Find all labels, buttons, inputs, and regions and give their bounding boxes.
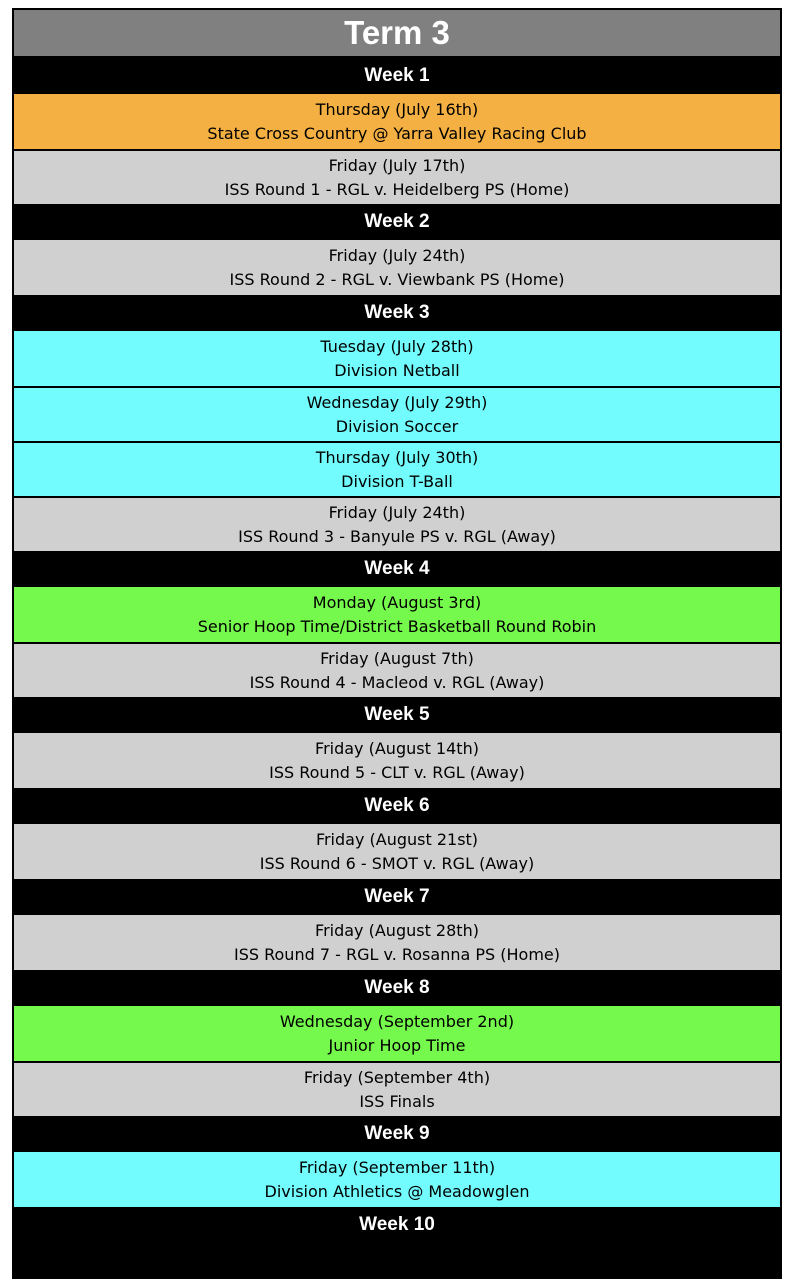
week-header: Week 10: [14, 1207, 780, 1243]
event-row: [14, 496, 780, 551]
event-description: Division Soccer: [335, 416, 459, 436]
event-description: ISS Round 3 - Banyule PS v. RGL (Away): [238, 526, 556, 546]
event-row: [14, 240, 780, 295]
event-description: ISS Round 5 - CLT v. RGL (Away): [269, 762, 525, 782]
week-header: Week 4: [14, 551, 780, 587]
event-description: State Cross Country @ Yarra Valley Racing Club: [207, 123, 587, 143]
event-date: Friday (August 28th): [315, 920, 479, 940]
event-date: Tuesday (July 28th): [320, 336, 474, 356]
event-description: ISS Round 1 - RGL v. Heidelberg PS (Home): [224, 179, 570, 199]
event-date: Friday (August 21st): [315, 829, 479, 849]
event-description: ISS Round 7 - RGL v. Rosanna PS (Home): [234, 944, 560, 964]
event-description: ISS Finals: [359, 1091, 435, 1111]
event-row: [14, 824, 780, 879]
event-date: Friday (July 17th): [328, 155, 466, 175]
event-row: [14, 1006, 780, 1061]
event-description: Division Netball: [334, 360, 460, 380]
event-description: ISS Round 6 - SMOT v. RGL (Away): [259, 853, 535, 873]
event-date: Friday (September 11th): [298, 1157, 496, 1177]
event-date: Friday (July 24th): [328, 245, 466, 265]
event-row: [14, 441, 780, 496]
event-date: Friday (August 7th): [320, 648, 474, 668]
event-description: ISS Round 4 - Macleod v. RGL (Away): [249, 672, 545, 692]
event-row: [14, 1061, 780, 1116]
event-date: Thursday (July 30th): [315, 447, 479, 467]
week-header: Week 9: [14, 1116, 780, 1152]
event-date: Wednesday (July 29th): [306, 392, 488, 412]
week-header: Week 2: [14, 204, 780, 240]
event-row: [14, 94, 780, 149]
event-row: [14, 587, 780, 642]
event-date: Friday (September 4th): [303, 1067, 491, 1087]
term-title: Term 3: [14, 10, 780, 58]
event-description: Division T-Ball: [341, 471, 453, 491]
event-date: Thursday (July 16th): [315, 99, 479, 119]
event-date: Monday (August 3rd): [312, 592, 482, 612]
event-description: Division Athletics @ Meadowglen: [264, 1181, 530, 1201]
schedule-rows: [14, 58, 780, 1277]
event-row: [14, 642, 780, 697]
term-schedule: [12, 8, 782, 1279]
event-row: [14, 915, 780, 970]
event-description: ISS Round 2 - RGL v. Viewbank PS (Home): [229, 269, 565, 289]
week-header: Week 5: [14, 697, 780, 733]
event-date: Wednesday (September 2nd): [279, 1011, 515, 1031]
event-date: Friday (August 14th): [315, 738, 479, 758]
week-header: Week 1: [14, 58, 780, 94]
week-header: Week 7: [14, 879, 780, 915]
event-row: [14, 331, 780, 386]
week-header: Week 8: [14, 970, 780, 1006]
week-header: Week 3: [14, 295, 780, 331]
event-row: [14, 149, 780, 204]
event-row: [14, 733, 780, 788]
event-row: [14, 1152, 780, 1207]
event-description: Senior Hoop Time/District Basketball Round Robin: [197, 616, 597, 636]
event-row: [14, 386, 780, 441]
week-header: Week 6: [14, 788, 780, 824]
event-description: Junior Hoop Time: [328, 1035, 466, 1055]
event-date: Friday (July 24th): [328, 502, 466, 522]
